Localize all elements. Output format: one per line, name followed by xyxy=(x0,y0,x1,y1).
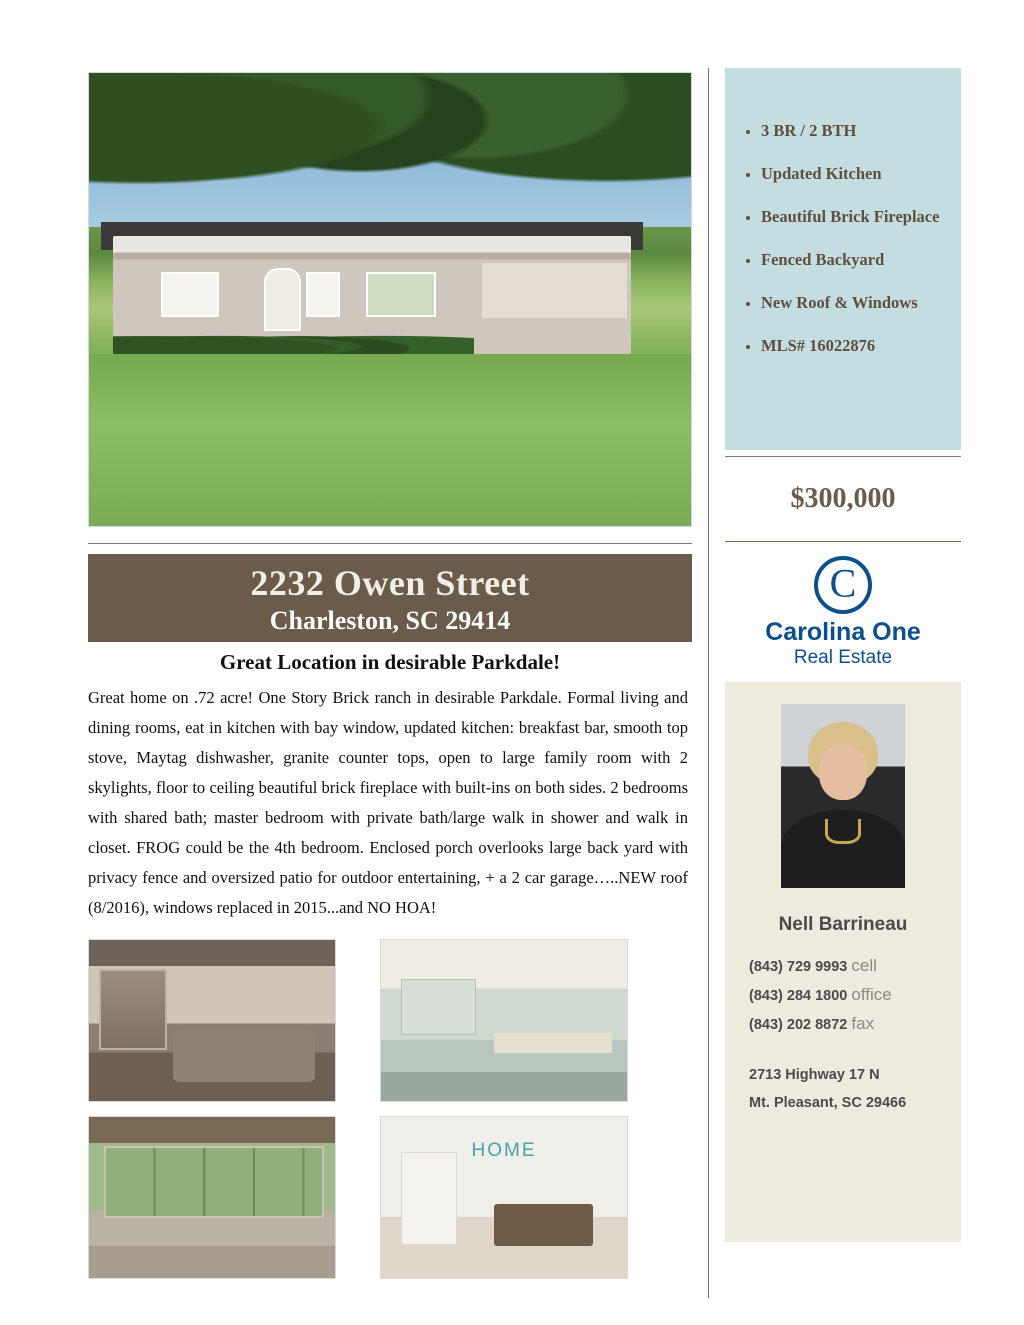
feature-item: • New Roof & Windows xyxy=(761,292,949,313)
agent-phone-office-label: office xyxy=(851,985,892,1004)
carolina-one-circle-icon xyxy=(814,556,872,614)
feature-item: • Fenced Backyard xyxy=(761,249,949,270)
office-address-line1: 2713 Highway 17 N xyxy=(749,1067,880,1083)
thumbnail-porch xyxy=(88,1116,336,1279)
address-band xyxy=(88,554,692,642)
listing-price: $300,000 xyxy=(790,483,896,514)
home-wall-sign: HOME xyxy=(471,1139,537,1161)
feature-item: • 3 BR / 2 BTH xyxy=(761,120,949,141)
agent-phone-office-number: (843) 284 1800 xyxy=(749,988,848,1004)
agent-phone-fax-label: fax xyxy=(851,1014,875,1033)
agent-phone-fax-number: (843) 202 8872 xyxy=(749,1017,848,1033)
agent-phone-fax[interactable] xyxy=(749,1010,961,1039)
thumbnail-dining xyxy=(380,1116,628,1279)
thumbnail-family-room xyxy=(88,939,336,1102)
agent-contact-list xyxy=(725,952,961,1039)
office-address-line2: Mt. Pleasant, SC 29466 xyxy=(749,1095,907,1111)
photo-window-right xyxy=(366,272,436,317)
agent-necklace xyxy=(825,819,861,844)
agent-face xyxy=(819,744,867,800)
photo-garage-doors xyxy=(480,263,626,317)
agent-headshot xyxy=(781,704,905,888)
photo-front-door xyxy=(264,268,301,331)
agent-panel xyxy=(725,682,961,1242)
office-address xyxy=(725,1061,961,1117)
agent-name: Nell Barrineau xyxy=(778,914,908,935)
brokerage-name: Carolina One xyxy=(765,618,921,646)
address-city-state-zip: Charleston, SC 29414 xyxy=(269,606,511,635)
thumbnail-kitchen xyxy=(380,939,628,1102)
photo-window-mid xyxy=(306,272,340,317)
listing-tagline: Great Location in desirable Parkdale! xyxy=(219,650,561,674)
address-street: 2232 Owen Street xyxy=(250,563,530,603)
brokerage-logo xyxy=(725,542,961,670)
agent-phone-cell-label: cell xyxy=(851,956,877,975)
right-column xyxy=(725,68,961,1242)
price-block xyxy=(725,456,961,542)
listing-description: Great home on .72 acre! One Story Brick ranch in desirable Parkdale. Formal living and dining rooms, eat in kitchen with bay window, updated kitchen: breakfast bar, smooth top stove, Maytag dishwasher, granite counter tops, open to large family room with 2 skylights, floor to ceiling beautiful brick fireplace with built-ins on both sides. 2 bedrooms with shared bath; master bedroom with private bath/large walk in shower and walk in closet. FROG could be the 4th bedroom. Enclosed porch overlooks large back yard with privacy fence and oversized patio for outdoor entertaining, + a 2 car garage…..NEW roof (8/2016), windows replaced in 2015...and NO HOA! xyxy=(88,688,688,917)
photo-thumbnail-grid xyxy=(88,939,692,1279)
hero-property-photo xyxy=(88,72,692,527)
agent-phone-office[interactable] xyxy=(749,981,961,1010)
feature-item: • Beautiful Brick Fireplace xyxy=(761,206,949,227)
agent-phone-cell-number: (843) 729 9993 xyxy=(749,959,848,975)
photo-window-left xyxy=(161,272,219,317)
photo-lawn xyxy=(89,354,691,526)
agent-phone-cell[interactable] xyxy=(749,952,961,981)
column-divider xyxy=(708,68,709,1298)
features-box xyxy=(725,68,961,450)
left-column xyxy=(88,72,692,1279)
divider-under-hero xyxy=(88,543,692,544)
features-list xyxy=(739,120,949,356)
feature-item-mls: • MLS# 16022876 xyxy=(761,335,949,356)
brokerage-subtitle: Real Estate xyxy=(793,647,893,668)
feature-item: • Updated Kitchen xyxy=(761,163,949,184)
